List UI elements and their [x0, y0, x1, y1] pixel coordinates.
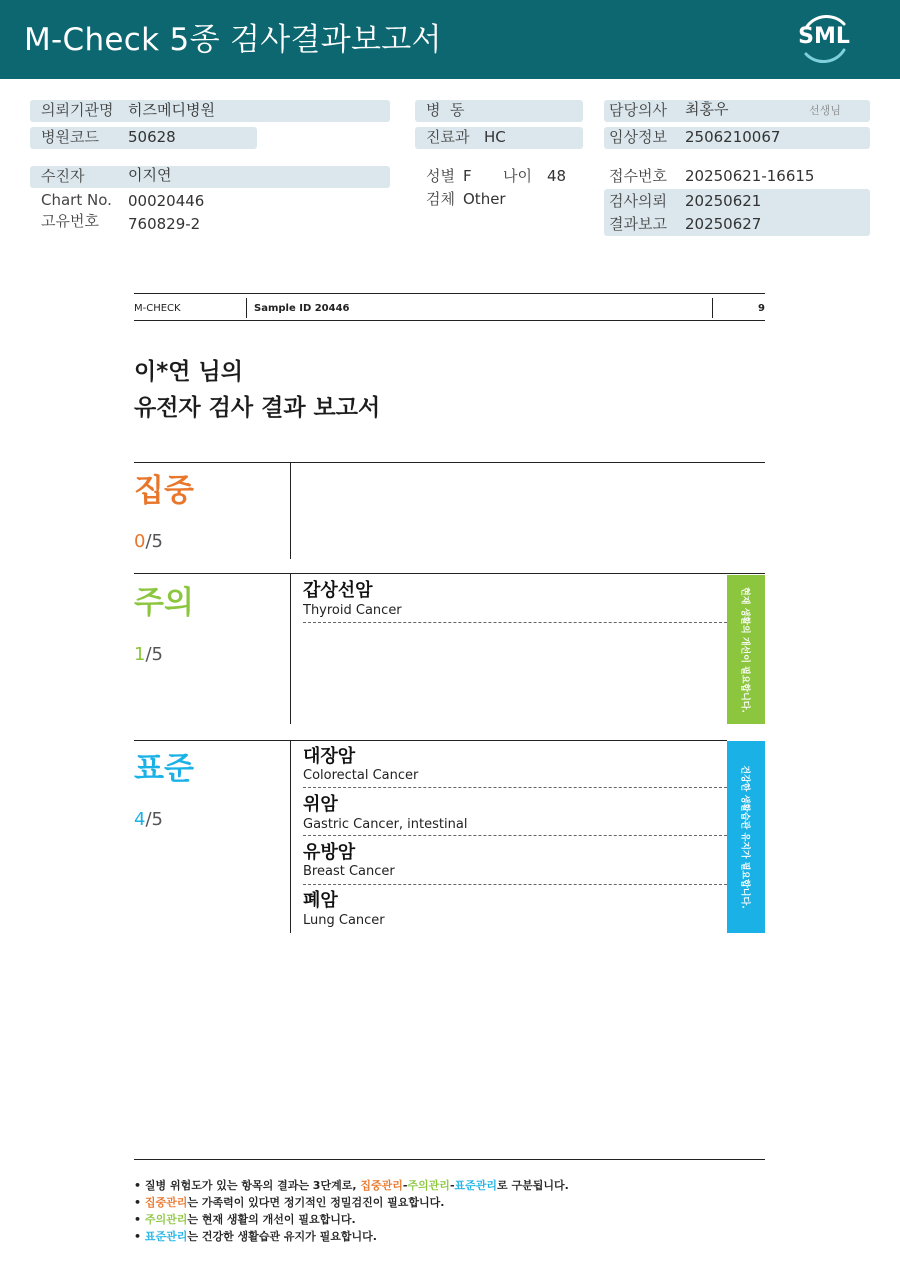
- clinical-value: 2506210067: [685, 128, 781, 146]
- item-thyroid-ko: 갑상선암: [303, 580, 373, 601]
- item-thyroid-en: Thyroid Cancer: [303, 603, 402, 618]
- dept-label: 진료과: [426, 128, 470, 146]
- chart-value: 00020446: [128, 192, 205, 210]
- section-divider-focus: [290, 462, 291, 559]
- ward-label: 병 동: [426, 101, 465, 119]
- bullet: •: [134, 1196, 142, 1209]
- report-top-rule: [134, 293, 765, 294]
- doctor-label: 담당의사: [609, 101, 667, 119]
- note-line-3: [134, 1211, 356, 1228]
- note1-dash: -: [449, 1179, 455, 1192]
- patient-label: 수진자: [41, 167, 85, 185]
- item-breast-en: Breast Cancer: [303, 864, 395, 879]
- caution-count-total: /5: [145, 644, 163, 665]
- header-bar: [0, 0, 900, 79]
- age-label: 나이: [503, 167, 532, 185]
- note-line-1: [134, 1177, 569, 1194]
- note3-text: 는 현재 생활의 개선이 필요합니다.: [187, 1213, 356, 1226]
- standard-side-note-text: 건강한 생활습관 유지가 필요합니다.: [739, 765, 750, 909]
- chart-label: Chart No.: [41, 191, 112, 209]
- section-divider-standard: [290, 740, 291, 933]
- sml-logo: [792, 10, 856, 68]
- category-focus-name: 집중: [134, 473, 194, 509]
- note-line-2: [134, 1194, 445, 1211]
- receipt-value: 20250621-16615: [685, 167, 815, 185]
- sex-value: F: [463, 167, 472, 185]
- dept-value: HC: [484, 128, 506, 146]
- bullet: •: [134, 1230, 142, 1243]
- section-rule-focus: [134, 462, 765, 463]
- footer-rule: [134, 1159, 765, 1160]
- receipt-label: 접수번호: [609, 167, 667, 185]
- caution-count-value: 1: [134, 644, 146, 665]
- institution-label: 의뢰기관명: [41, 101, 114, 119]
- category-caution-name: 주의: [134, 585, 194, 621]
- brand-label: M-CHECK: [134, 303, 181, 314]
- header-divider: [712, 298, 713, 318]
- page-number: 9: [758, 303, 765, 314]
- request-label: 검사의뢰: [609, 192, 667, 210]
- item-separator: [303, 787, 727, 788]
- id-value: 760829-2: [128, 215, 201, 233]
- sample-id: Sample ID 20446: [254, 303, 350, 314]
- note1-standard: 표준관리: [454, 1179, 498, 1192]
- item-gastric-ko: 위암: [303, 794, 338, 815]
- item-breast-ko: 유방암: [303, 842, 356, 863]
- item-lung-en: Lung Cancer: [303, 913, 385, 928]
- caution-side-note-text: 현재 생활의 개선이 필요합니다.: [739, 586, 750, 713]
- item-colorectal-ko: 대장암: [303, 746, 356, 767]
- report-header-rule: [134, 320, 765, 321]
- sex-label: 성별: [426, 167, 455, 185]
- note1-caution: 주의관리: [407, 1179, 450, 1192]
- document-title: M-Check 5종 검사결과보고서: [24, 22, 442, 58]
- note2-text: 는 가족력이 있다면 정기적인 정밀검진이 필요합니다.: [187, 1196, 445, 1209]
- note3-key: 주의관리: [144, 1213, 188, 1226]
- section-rule-standard: [134, 740, 727, 741]
- specimen-label: 검체: [426, 190, 455, 208]
- note2-key: 집중관리: [144, 1196, 188, 1209]
- hospital-code-label: 병원코드: [41, 128, 99, 146]
- focus-count-total: /5: [145, 531, 163, 552]
- category-standard-count: [134, 808, 163, 832]
- standard-side-note: [727, 741, 765, 933]
- standard-count-total: /5: [145, 809, 163, 830]
- standard-count-value: 4: [134, 809, 146, 830]
- category-focus-count: [134, 530, 163, 554]
- hospital-code-value: 50628: [128, 128, 176, 146]
- clinical-label: 임상정보: [609, 128, 667, 146]
- note4-text: 는 건강한 생활습관 유지가 필요합니다.: [187, 1230, 377, 1243]
- specimen-value: Other: [463, 190, 506, 208]
- note1-focus: 집중관리: [360, 1179, 403, 1192]
- doctor-value: 최홍우: [685, 100, 729, 118]
- doctor-suffix: 선생님: [809, 104, 841, 117]
- note4-key: 표준관리: [144, 1230, 188, 1243]
- caution-side-note: [727, 575, 765, 724]
- age-value: 48: [547, 167, 567, 185]
- report-title-line2: 유전자 검사 결과 보고서: [134, 395, 381, 421]
- logo-text: SML: [798, 24, 850, 49]
- note1-prefix: 질병 위험도가 있는 항목의 결과는 3단계로,: [144, 1179, 361, 1192]
- category-standard-name: 표준: [134, 751, 194, 787]
- result-value: 20250627: [685, 215, 762, 233]
- section-rule-caution: [134, 573, 765, 574]
- request-value: 20250621: [685, 192, 762, 210]
- note-line-4: [134, 1228, 377, 1245]
- report-title: [134, 354, 380, 426]
- note1-suffix: 로 구분됩니다.: [497, 1179, 569, 1192]
- note1-dash: -: [402, 1179, 408, 1192]
- focus-count-value: 0: [134, 531, 146, 552]
- institution-value: 히즈메디병원: [128, 101, 215, 119]
- item-separator: [303, 622, 727, 623]
- result-label: 결과보고: [609, 215, 667, 233]
- category-caution-count: [134, 643, 163, 667]
- bullet: •: [134, 1213, 142, 1226]
- item-separator: [303, 835, 727, 836]
- patient-value: 이지연: [128, 166, 172, 184]
- id-label: 고유번호: [41, 212, 99, 230]
- item-colorectal-en: Colorectal Cancer: [303, 768, 419, 783]
- header-divider: [246, 298, 247, 318]
- item-lung-ko: 폐암: [303, 890, 338, 911]
- item-gastric-en: Gastric Cancer, intestinal: [303, 817, 468, 832]
- bullet: •: [134, 1179, 142, 1192]
- section-divider-caution: [290, 573, 291, 724]
- report-title-line1: 이*연 님의: [134, 359, 243, 385]
- item-separator: [303, 884, 727, 885]
